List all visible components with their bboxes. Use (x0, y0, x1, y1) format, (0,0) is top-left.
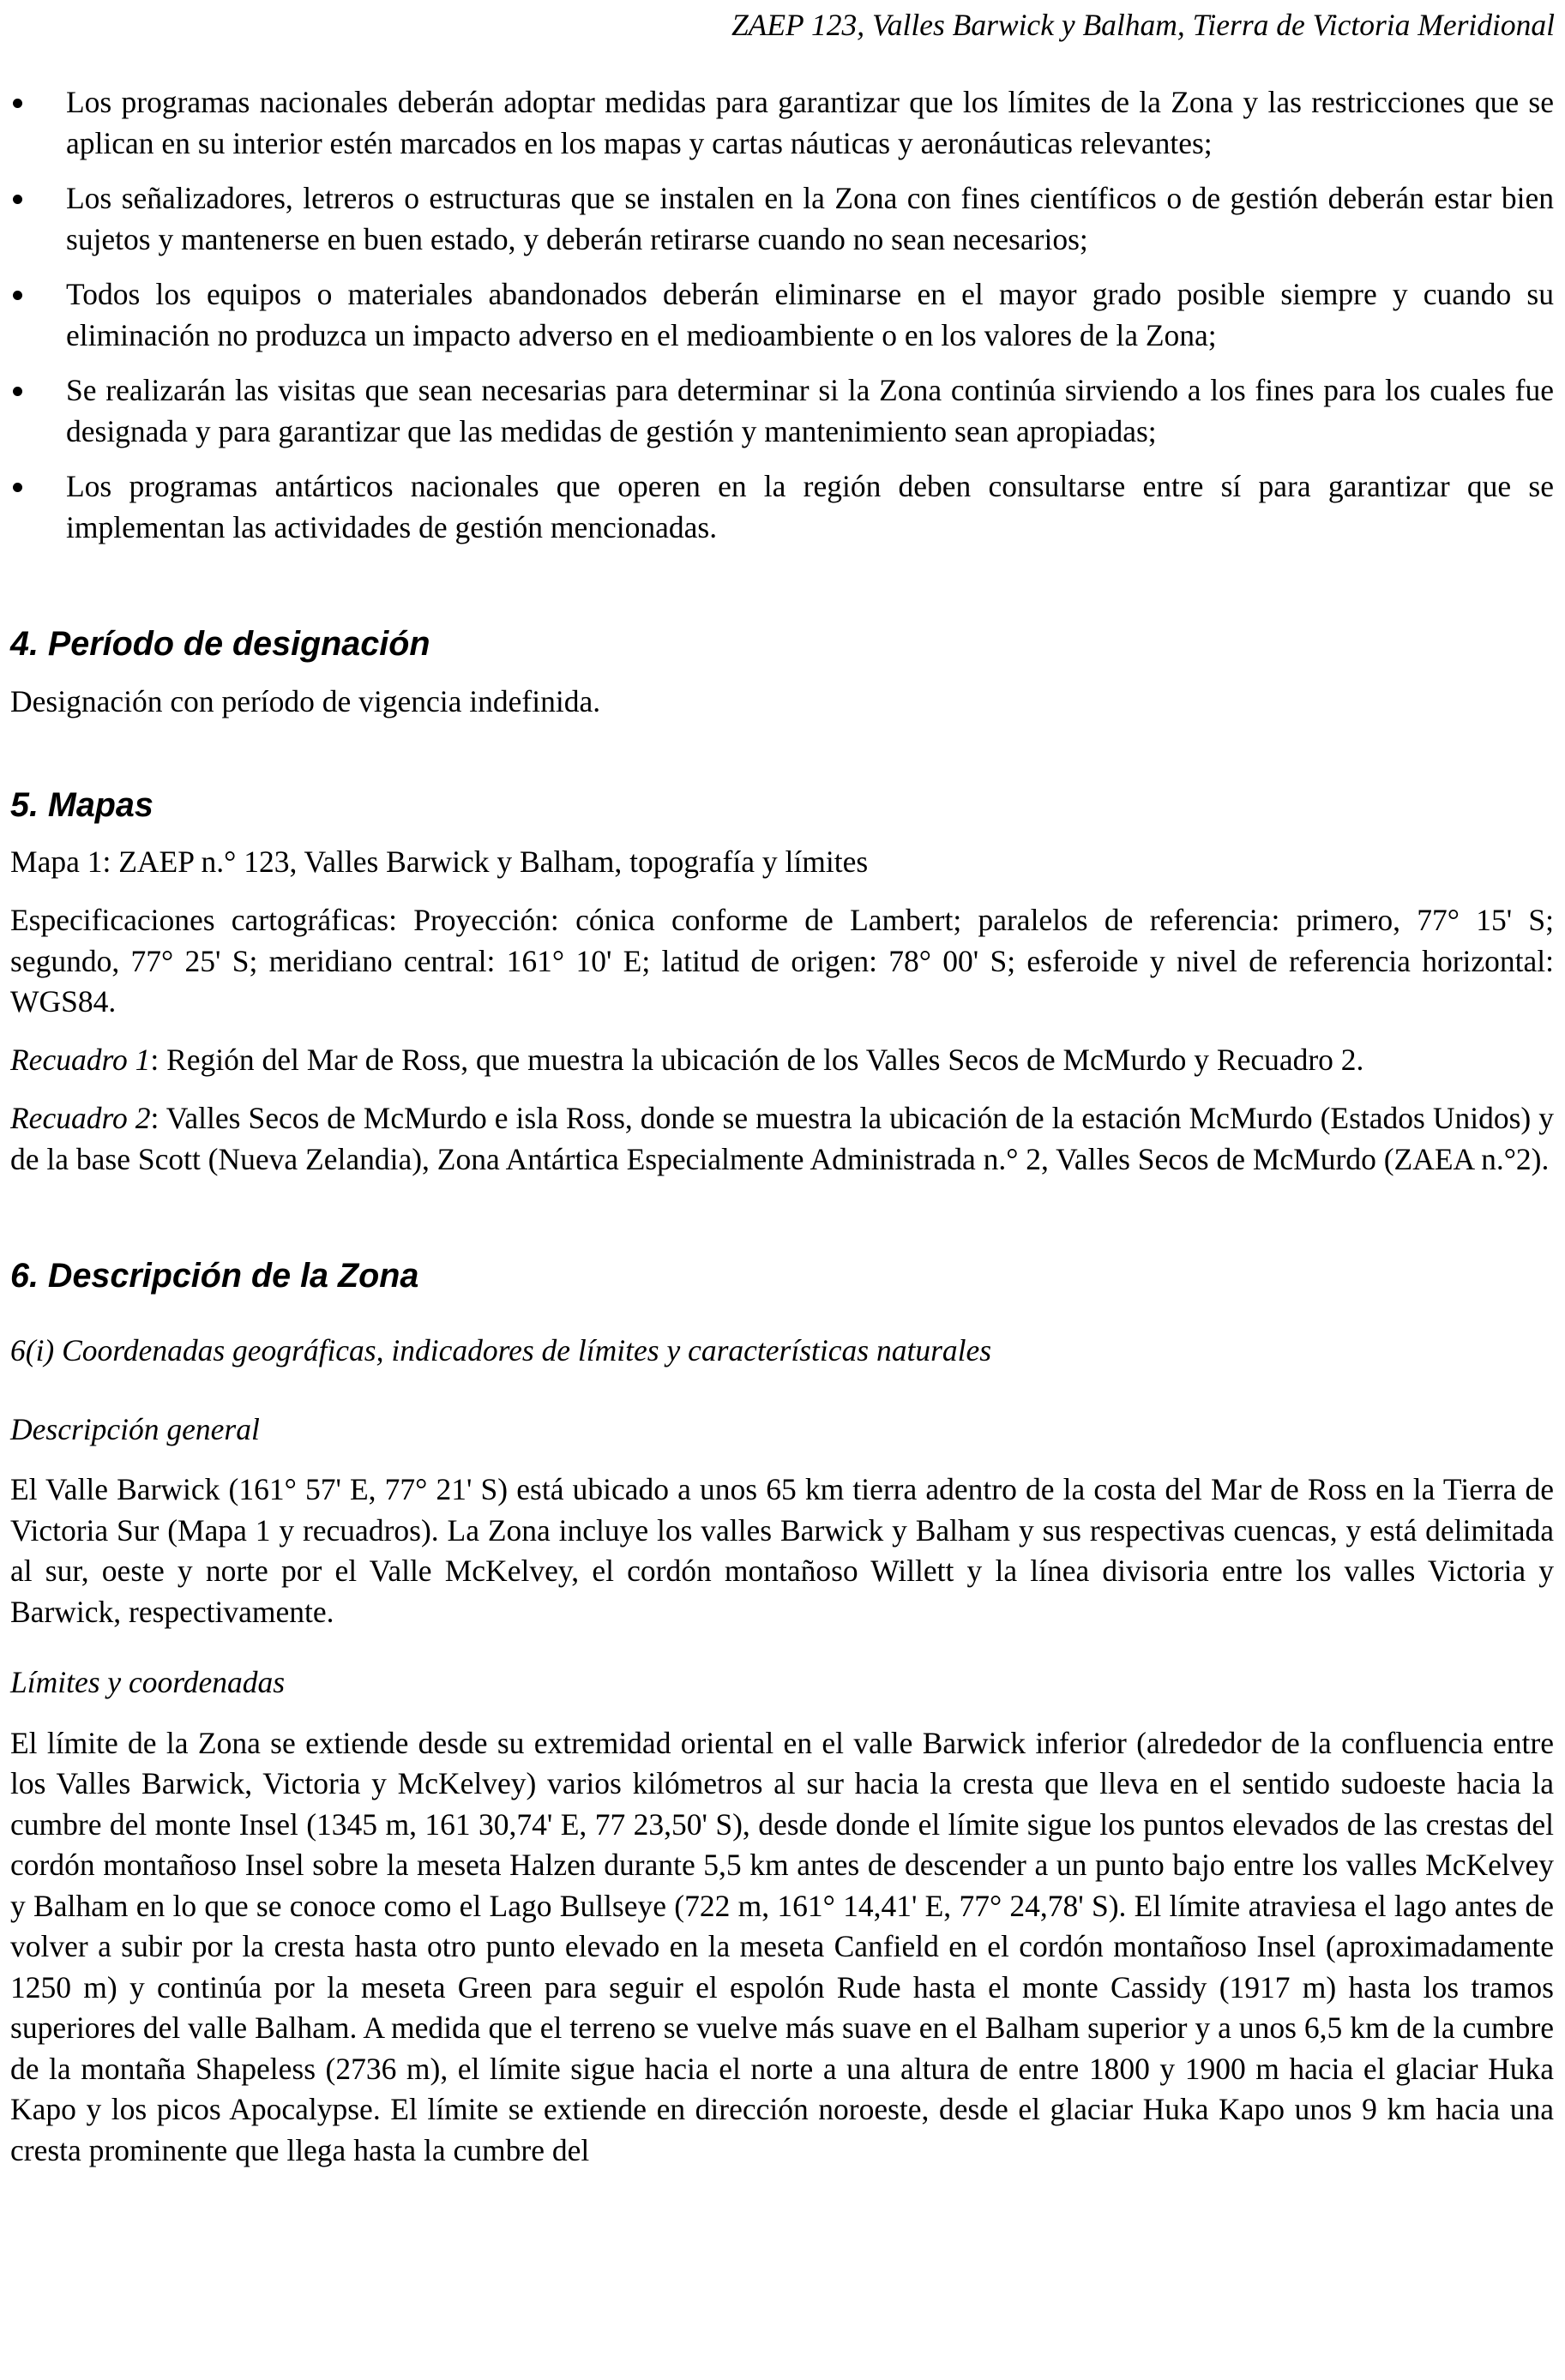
cartographic-specifications: Especificaciones cartográficas: Proyección: cónica conforme de Lambert; paralelos de referencia: primero, 77° 15' S; segundo, 77° 25' S; meridiano central: 161° 10' E; latitud de origen: 78° 00' S; esferoide y nivel de referencia horizontal: WGS84. (10, 903, 1554, 1019)
bullet-icon (13, 291, 22, 300)
list-item-text: Los programas nacionales deberán adoptar medidas para garantizar que los límites de la Zona y las restricciones que se aplican en su interior estén marcados en los mapas y cartas náuticas y aeronáuticas relevantes; (66, 85, 1554, 160)
management-bullet-list (10, 82, 1554, 548)
list-item (10, 82, 1554, 164)
list-item (10, 274, 1554, 356)
list-item (10, 466, 1554, 548)
list-item (10, 370, 1554, 452)
section-5-heading: 5. Mapas (10, 785, 153, 824)
section-6i-subheading: 6(i) Coordenadas geográficas, indicadores de límites y características naturales (10, 1333, 992, 1367)
inset-2-label: Recuadro 2 (10, 1101, 151, 1135)
designation-period-text: Designación con período de vigencia indefinida. (10, 684, 601, 718)
map-1-caption: Mapa 1: ZAEP n.° 123, Valles Barwick y Balham, topografía y límites (10, 844, 869, 879)
running-header: ZAEP 123, Valles Barwick y Balham, Tierra de Victoria Meridional (731, 8, 1555, 42)
limits-coordinates-text: El límite de la Zona se extiende desde su extremidad oriental en el valle Barwick inferior (alrededor de la confluencia entre los Valles Barwick, Victoria y McKelvey) varios kilómetros al sur hacia la cresta que lleva en el sentido sudoeste hacia la cumbre del monte Insel (1345 m, 161 30,74' E, 77 23,50' S), desde donde el límite sigue los puntos elevados de las crestas del cordón montañoso Insel sobre la meseta Halzen durante 5,5 km antes de descender a un punto bajo entre los valles McKelvey y Balham en lo que se conoce como el Lago Bullseye (722 m, 161° 14,41' E, 77° 24,78' S). El límite atraviesa el lago antes de volver a subir por la cresta hasta otro punto elevado en la meseta Canfield en el cordón montañoso Insel (aproximadamente 1250 m) y continúa por la meseta Green para seguir el espolón Rude hasta el monte Cassidy (1917 m) hasta los tramos superiores del valle Balham. A medida que el terreno se vuelve más suave en el Balham superior y a unos 6,5 km de la cumbre de la montaña Shapeless (2736 m), el límite sigue hacia el norte a una altura de entre 1800 y 1900 m hacia el glaciar Huka Kapo y los picos Apocalypse. El límite se extiende en dirección noroeste, desde el glaciar Huka Kapo unos 9 km hacia una cresta prominente que llega hasta la cumbre del (10, 1725, 1554, 2167)
bullet-icon (13, 195, 22, 204)
page-content (10, 82, 1554, 2171)
list-item-text: Todos los equipos o materiales abandonados deberán eliminarse en el mayor grado posible siempre y cuando su eliminación no produzca un impacto adverso en el medioambiente o en los valores de la Zona; (66, 277, 1554, 352)
general-description-heading: Descripción general (10, 1411, 260, 1446)
inset-1-description (10, 1040, 1554, 1081)
limits-coordinates-heading: Límites y coordenadas (10, 1665, 286, 1699)
bullet-icon (13, 99, 22, 108)
bullet-icon (13, 483, 22, 492)
inset-2-text: : Valles Secos de McMurdo e isla Ross, donde se muestra la ubicación de la estación McMurdo (Estados Unidos) y de la base Scott (Nueva Zelandia), Zona Antártica Especialmente Administrada n.° 2, Valles Secos de McMurdo (ZAEA n.°2). (10, 1101, 1554, 1176)
inset-1-label: Recuadro 1 (10, 1042, 151, 1077)
section-6-heading: 6. Descripción de la Zona (10, 1257, 419, 1295)
section-4-heading: 4. Período de designación (10, 625, 430, 663)
list-item-text: Los señalizadores, letreros o estructuras que se instalen en la Zona con fines científicos o de gestión deberán estar bien sujetos y mantenerse en buen estado, y deberán retirarse cuando no sean necesarios; (66, 181, 1554, 256)
list-item-text: Se realizarán las visitas que sean necesarias para determinar si la Zona continúa sirviendo a los fines para los cuales fue designada y para garantizar que las medidas de gestión y mantenimiento sean apropiadas; (66, 373, 1554, 448)
list-item (10, 178, 1554, 260)
list-item-text: Los programas antárticos nacionales que operen en la región deben consultarse entre sí para garantizar que se implementan las actividades de gestión mencionadas. (66, 469, 1554, 544)
inset-1-text: : Región del Mar de Ross, que muestra la ubicación de los Valles Secos de McMurdo y Recuadro 2. (150, 1042, 1364, 1077)
general-description-text: El Valle Barwick (161° 57' E, 77° 21' S) está ubicado a unos 65 km tierra adentro de la costa del Mar de Ross en la Tierra de Victoria Sur (Mapa 1 y recuadros). La Zona incluye los valles Barwick y Balham y sus respectivas cuencas, y está delimitada al sur, oeste y norte por el Valle McKelvey, el cordón montañoso Willett y la línea divisoria entre los valles Victoria y Barwick, respectivamente. (10, 1472, 1554, 1629)
inset-2-description (10, 1098, 1554, 1180)
bullet-icon (13, 387, 22, 396)
